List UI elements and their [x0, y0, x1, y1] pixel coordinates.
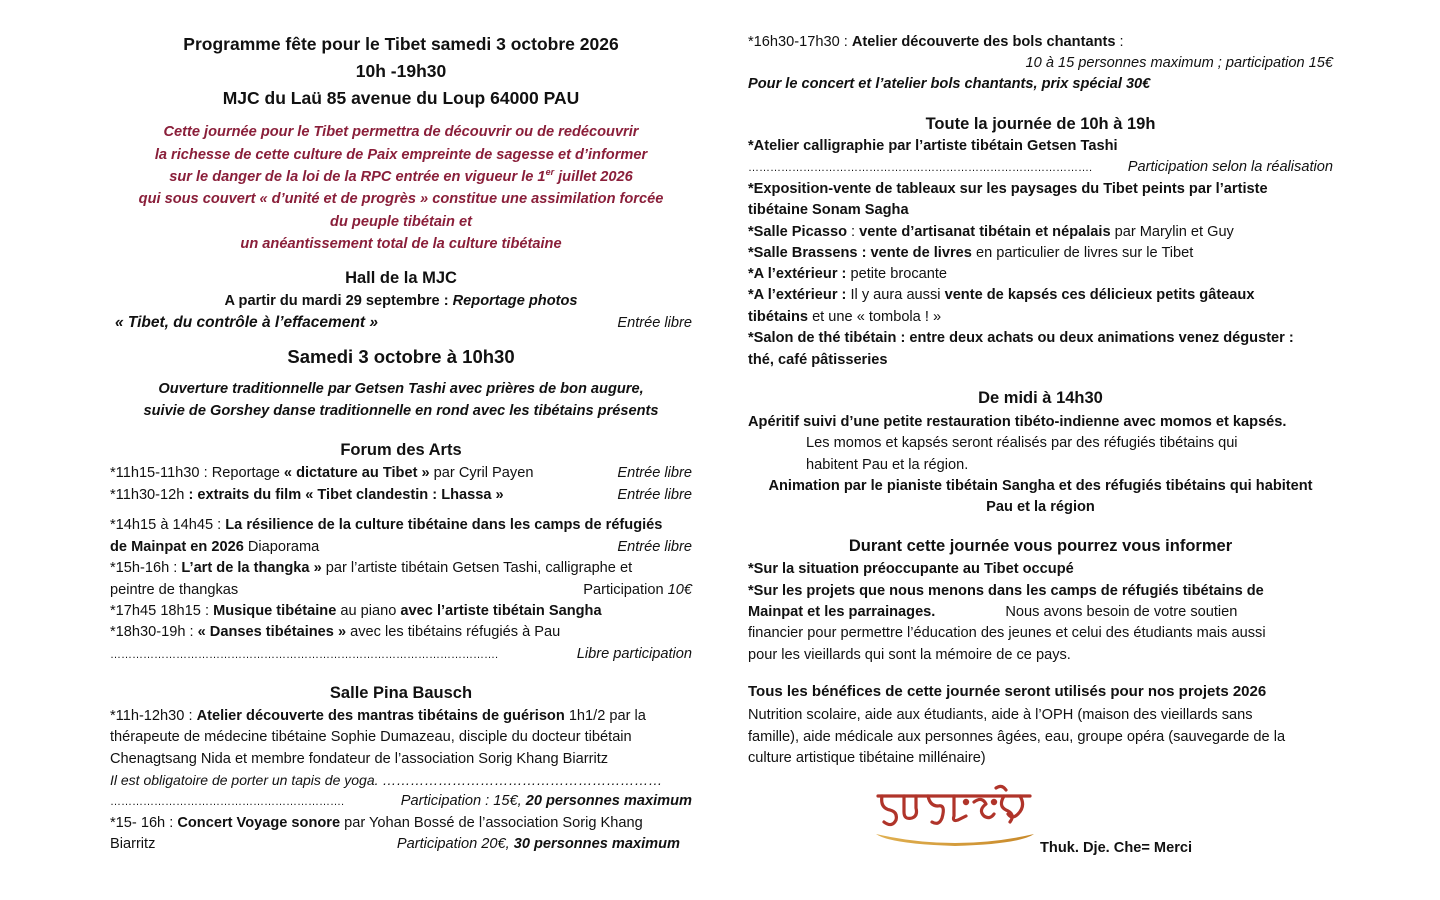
- benefices-heading: Tous les bénéfices de cette journée seront utilisés pour nos projets 2026: [748, 683, 1267, 700]
- intro-line: un anéantissement total de la culture tibétaine: [240, 236, 562, 252]
- intro-line: du peuple tibétain et: [330, 214, 472, 230]
- benefices-line: culture artistique tibétaine millénaire): [748, 750, 986, 766]
- journee-line: …………………………………………………………………………………. Participation selon la réalisation: [748, 159, 1333, 175]
- journee-heading: Toute la journée de 10h à 19h: [925, 115, 1156, 133]
- hall-line: A partir du mardi 29 septembre : Reportage photos: [224, 293, 578, 309]
- midi-line: habitent Pau et la région.: [806, 457, 969, 473]
- pina-line: ………………………………………………………. Participation : 15€, 20 personnes maximum: [110, 793, 692, 809]
- bols-price: Pour le concert et l’atelier bols chantants, prix spécial 30€: [748, 76, 1151, 92]
- journee-line: *Atelier calligraphie par l’artiste tibétain Getsen Tashi: [748, 138, 1118, 154]
- pina-line: Il est obligatoire de porter un tapis de yoga. ……………………………………………………: [110, 772, 663, 788]
- intro-line: qui sous couvert « d’unité et de progrès » constitue une assimilation forcée: [138, 191, 664, 207]
- journee-line: *Salle Brassens : vente de livres en particulier de livres sur le Tibet: [748, 245, 1194, 261]
- benefices-line: Nutrition scolaire, aide aux étudiants, aide à l’OPH (maison des vieillards sans: [748, 707, 1253, 723]
- hall-line: « Tibet, du contrôle à l’effacement » Entrée libre: [115, 314, 692, 331]
- informer-heading: Durant cette journée vous pourrez vous informer: [848, 537, 1233, 555]
- informer-line: Mainpat et les parrainages. Nous avons besoin de votre soutien: [748, 604, 1238, 620]
- forum-line: ……………………………………………………………………………………………. Libre participation: [110, 646, 692, 662]
- forum-line: *11h15-11h30 : Reportage « dictature au Tibet » par Cyril Payen Entrée libre: [110, 465, 692, 481]
- informer-line: financier pour permettre l’éducation des jeunes et celui des étudiants mais aussi: [748, 625, 1266, 641]
- merci-text: Thuk. Dje. Che= Merci: [1040, 840, 1193, 856]
- pina-line: *15- 16h : Concert Voyage sonore par Yohan Bossé de l’association Sorig Khang: [110, 815, 643, 831]
- forum-line: *17h45 18h15 : Musique tibétaine au piano avec l’artiste tibétain Sangha: [110, 603, 602, 619]
- informer-line: pour les vieillards qui sont la mémoire de ce pays.: [748, 647, 1071, 663]
- hall-heading: Hall de la MJC: [345, 269, 457, 287]
- bols-line: *16h30-17h30 : Atelier découverte des bols chantants :: [748, 34, 1124, 50]
- forum-heading: Forum des Arts: [340, 441, 462, 459]
- journee-line: *Exposition-vente de tableaux sur les paysages du Tibet peints par l’artiste: [748, 181, 1268, 197]
- midi-line: Animation par le pianiste tibétain Sangha et des réfugiés tibétains qui habitent: [768, 478, 1313, 494]
- samedi-line: Ouverture traditionnelle par Getsen Tashi avec prières de bon augure,: [158, 381, 644, 397]
- forum-line: peintre de thangkas Participation 10€: [110, 582, 692, 598]
- journee-line: thé, café pâtisseries: [748, 352, 888, 368]
- page-title: Programme fête pour le Tibet samedi 3 octobre 2026: [183, 34, 619, 54]
- pina-line: thérapeute de médecine tibétaine Sophie Dumazeau, disciple du docteur tibétain: [110, 729, 632, 745]
- journee-line: tibétaine Sonam Sagha: [748, 202, 909, 218]
- midi-heading: De midi à 14h30: [978, 389, 1103, 407]
- forum-line: de Mainpat en 2026 Diaporama Entrée libre: [110, 539, 692, 555]
- midi-line: Apéritif suivi d’une petite restauration tibéto-indienne avec momos et kapsés.: [748, 414, 1287, 430]
- journee-line: *Salon de thé tibétain : entre deux achats ou deux animations venez déguster :: [748, 330, 1294, 346]
- forum-line: *18h30-19h : « Danses tibétaines » avec les tibétains réfugiés à Pau: [110, 624, 561, 640]
- pina-line: Chenagtsang Nida et membre fondateur de l’association Sorig Khang Biarritz: [110, 751, 609, 767]
- midi-line: Les momos et kapsés seront réalisés par des réfugiés tibétains qui: [806, 435, 1238, 451]
- benefices-line: famille), aide médicale aux personnes âgées, eau, groupe opéra (sauvegarde de la: [748, 729, 1286, 745]
- forum-line: *11h30-12h : extraits du film « Tibet clandestin : Lhassa » Entrée libre: [110, 487, 692, 503]
- informer-line: *Sur la situation préoccupante au Tibet occupé: [748, 561, 1074, 577]
- samedi-line: suivie de Gorshey danse traditionnelle en rond avec les tibétains présents: [143, 403, 659, 419]
- intro-line: sur le danger de la loi de la RPC entrée en vigueur le 1er juillet 2026: [169, 167, 633, 185]
- midi-line: Pau et la région: [986, 499, 1095, 515]
- page-title-address: MJC du Laü 85 avenue du Loup 64000 PAU: [222, 88, 580, 108]
- bols-line: 10 à 15 personnes maximum ; participation 15€: [1025, 55, 1333, 71]
- intro-line: la richesse de cette culture de Paix empreinte de sagesse et d’informer: [154, 147, 648, 163]
- journee-line: *A l’extérieur : petite brocante: [748, 266, 948, 282]
- tibetan-script-logo: [870, 782, 1040, 852]
- pina-heading: Salle Pina Bausch: [329, 684, 473, 702]
- samedi-heading: Samedi 3 octobre à 10h30: [287, 346, 515, 367]
- forum-line: *15h-16h : L’art de la thangka » par l’artiste tibétain Getsen Tashi, calligraphe et: [110, 560, 633, 576]
- intro-line: Cette journée pour le Tibet permettra de découvrir ou de redécouvrir: [163, 124, 639, 140]
- informer-line: *Sur les projets que nous menons dans les camps de réfugiés tibétains de: [748, 583, 1264, 599]
- forum-line: *14h15 à 14h45 : La résilience de la culture tibétaine dans les camps de réfugiés: [110, 517, 663, 533]
- journee-line: tibétains et une « tombola ! »: [748, 309, 942, 325]
- pina-line: *11h-12h30 : Atelier découverte des mantras tibétains de guérison 1h1/2 par la: [110, 708, 646, 724]
- pina-line: Biarritz Participation 20€, 30 personnes maximum: [110, 836, 680, 852]
- journee-line: *A l’extérieur : Il y aura aussi vente de kapsés ces délicieux petits gâteaux: [748, 287, 1255, 303]
- page-title-hours: 10h -19h30: [355, 61, 447, 81]
- journee-line: *Salle Picasso : vente d’artisanat tibétain et népalais par Marylin et Guy: [748, 224, 1234, 240]
